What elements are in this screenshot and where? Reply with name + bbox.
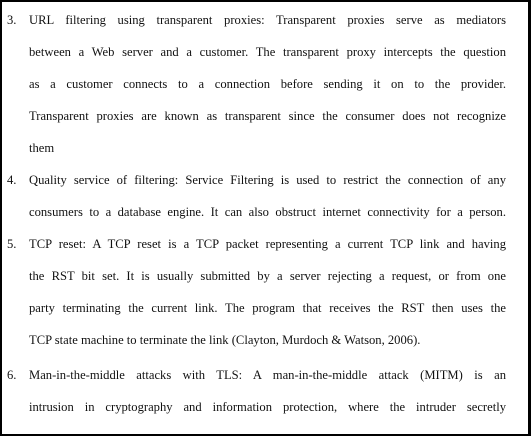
- item-text-line: Quality service of filtering: Service Filtering is used to restrict the connection of any: [29, 173, 506, 187]
- item-text-line: intrusion in cryptography and information protection, where the intruder secretly: [29, 400, 506, 414]
- item-text-line: party terminating the current link. The program that receives the RST then uses the: [29, 301, 506, 315]
- list-number: 5.: [7, 237, 17, 251]
- item-text-line: TCP reset: A TCP reset is a TCP packet representing a current TCP link and having: [29, 237, 506, 251]
- item-text-line: the RST bit set. It is usually submitted by a server rejecting a request, or from one: [29, 269, 506, 283]
- list-number: 6.: [7, 368, 17, 382]
- item-text-line: URL filtering using transparent proxies: Transparent proxies serve as mediators: [29, 13, 506, 27]
- item-text-line: as a customer connects to a connection before sending it on to the provider.: [29, 77, 506, 91]
- list-number: 4.: [7, 173, 17, 187]
- item-text-line: Man-in-the-middle attacks with TLS: A man-in-the-middle attack (MITM) is an: [29, 368, 506, 382]
- item-text-line: consumers to a database engine. It can also obstruct internet connectivity for a person.: [29, 205, 506, 219]
- list-number: 3.: [7, 13, 17, 27]
- item-text-line: them: [29, 141, 55, 155]
- item-text-line: Transparent proxies are known as transparent since the consumer does not recognize: [29, 109, 506, 123]
- item-text-line: TCP state machine to terminate the link (Clayton, Murdoch & Watson, 2006).: [29, 333, 421, 347]
- item-text-line: between a Web server and a customer. The transparent proxy intercepts the question: [29, 45, 506, 59]
